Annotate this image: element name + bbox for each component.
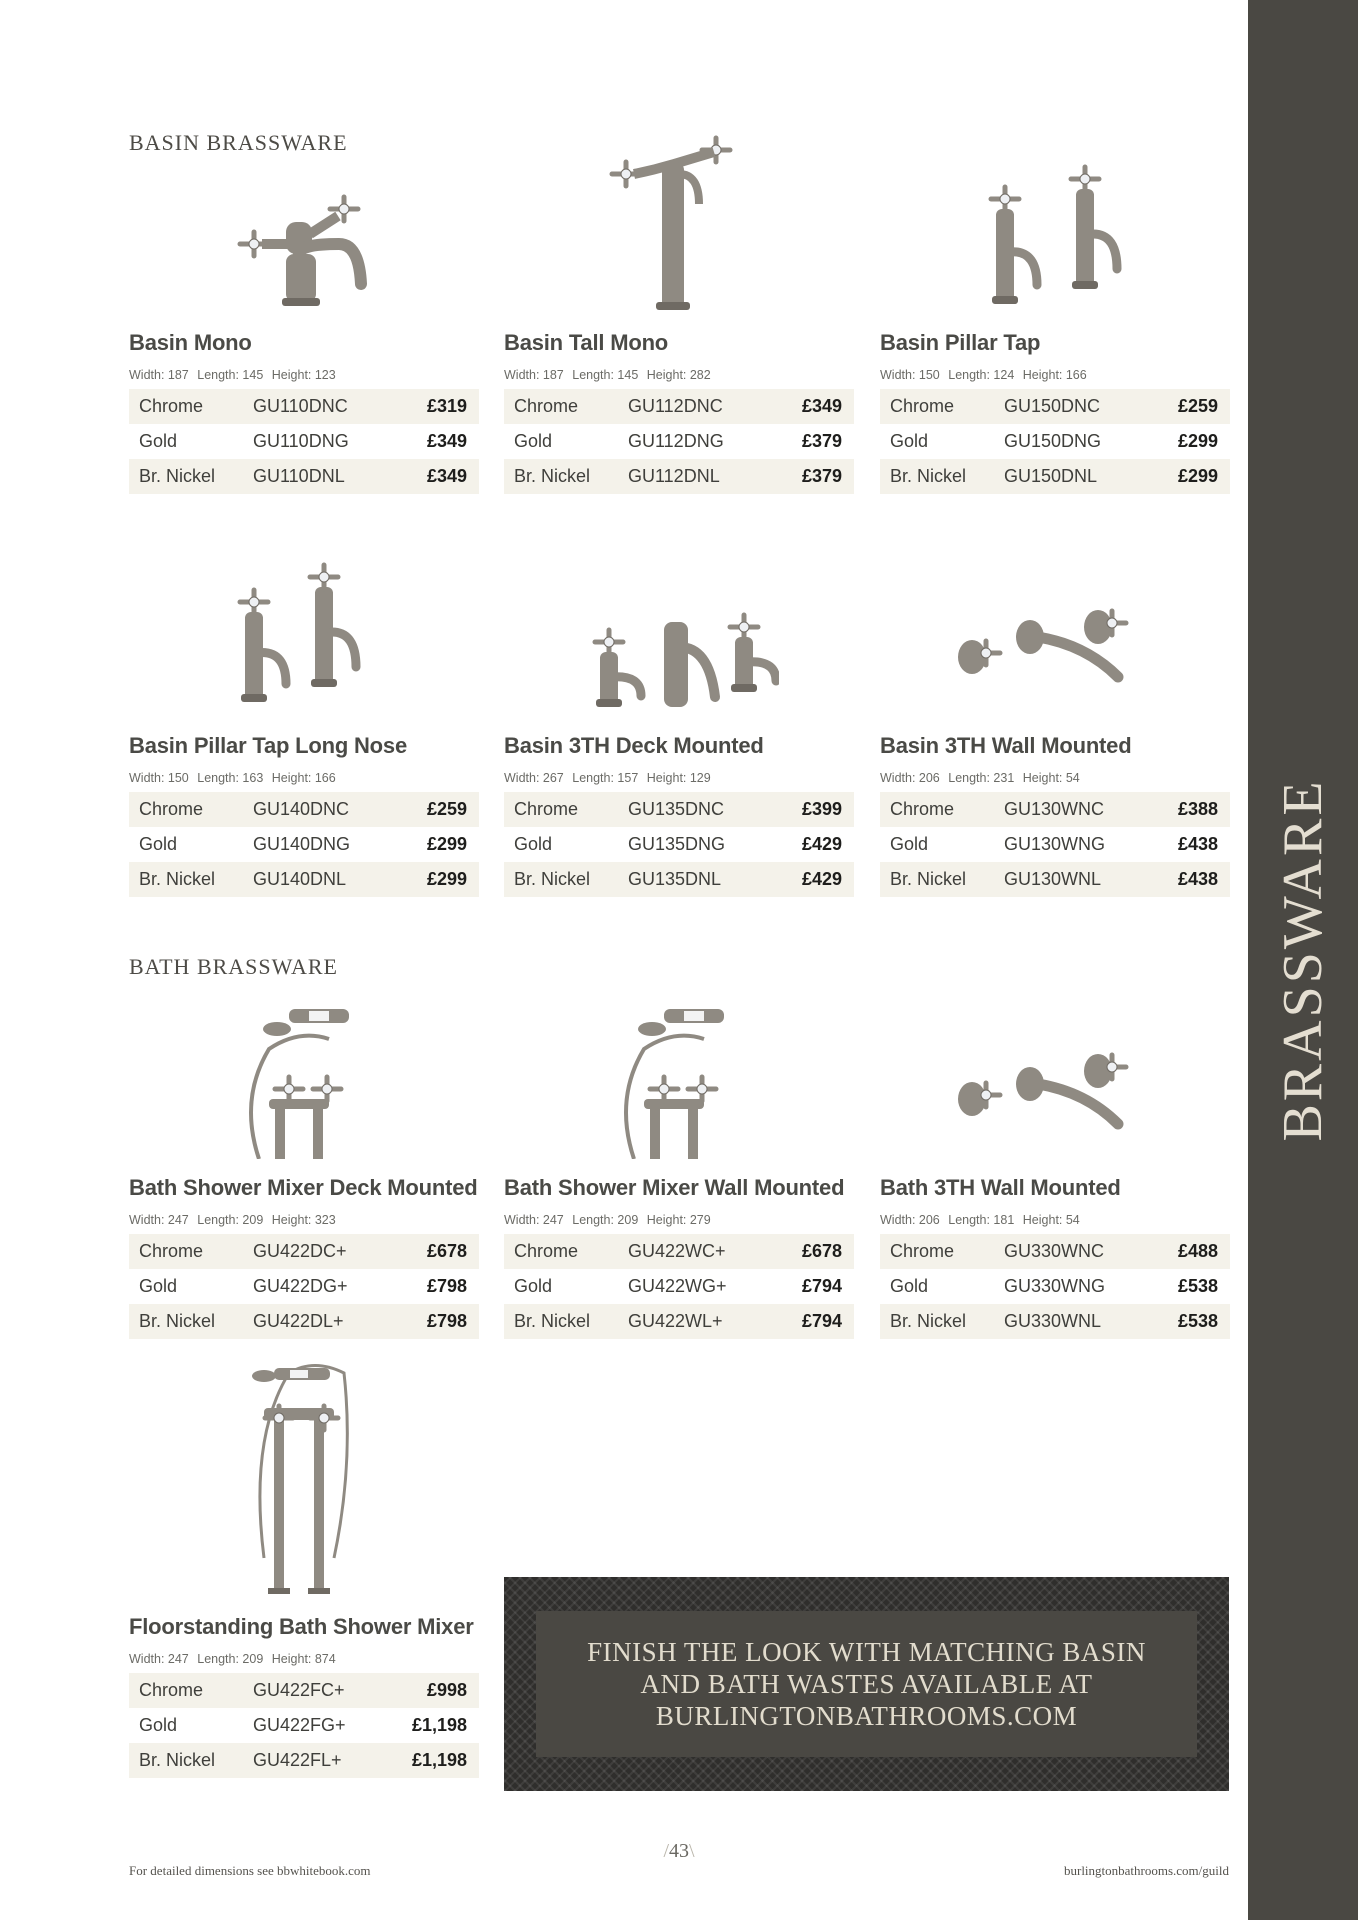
- variant-price: £794: [801, 1311, 842, 1331]
- variant-code: GU422FG+: [253, 1715, 346, 1735]
- variant-code: GU110DNC: [253, 396, 348, 416]
- variant-price: £379: [801, 466, 842, 486]
- dimension-height: Height: 282: [646, 368, 711, 382]
- product-card: [129, 1412, 479, 1778]
- section-heading-basin: BASIN BRASSWARE: [129, 130, 348, 155]
- variant-price: £299: [1177, 431, 1218, 451]
- product-name: Bath 3TH Wall Mounted: [880, 1175, 1121, 1200]
- variant-row: [880, 827, 1230, 862]
- variant-row: [504, 459, 854, 494]
- variant-price: £794: [801, 1276, 842, 1296]
- variant-code: GU330WNG: [1004, 1276, 1106, 1296]
- variant-row: [129, 1708, 479, 1743]
- variant-row: [504, 1234, 854, 1269]
- promo-banner: [504, 1577, 1229, 1791]
- variant-row: [129, 827, 479, 862]
- basin-pillar-tap-icon: [965, 154, 1145, 314]
- variant-table: [129, 1234, 479, 1339]
- dimension-length: Length: 181: [948, 1213, 1015, 1227]
- variant-code: GU422DC+: [253, 1241, 347, 1261]
- product-image: [504, 140, 854, 318]
- variant-code: GU110DNG: [253, 431, 349, 451]
- promo-panel: [536, 1611, 1197, 1757]
- product-image: [880, 140, 1230, 318]
- variant-code: GU150DNG: [1004, 431, 1102, 451]
- product-image: [504, 543, 854, 721]
- variant-finish: Br. Nickel: [514, 466, 591, 486]
- variant-code: GU150DNC: [1004, 396, 1101, 416]
- variant-price: £349: [426, 466, 467, 486]
- product-card: [880, 985, 1230, 1339]
- variant-row: [504, 389, 854, 424]
- variant-price: £998: [426, 1680, 467, 1700]
- dimension-width: Width: 187: [504, 368, 564, 382]
- promo-text: FINISH THE LOOK WITH MATCHING BASIN AND BATH WASTES AVAILABLE AT BURLINGTONBATHROOMS.COM: [587, 1637, 1146, 1731]
- variant-finish: Chrome: [139, 1241, 204, 1261]
- variant-finish: Gold: [139, 431, 178, 451]
- variant-price: £429: [801, 834, 842, 854]
- dimension-length: Length: 209: [572, 1213, 639, 1227]
- variant-finish: Gold: [890, 834, 929, 854]
- variant-price: £798: [426, 1276, 467, 1296]
- variant-code: GU422WC+: [628, 1241, 726, 1261]
- variant-finish: Chrome: [139, 1680, 204, 1700]
- variant-code: GU135DNG: [628, 834, 726, 854]
- product-card: [880, 140, 1230, 494]
- dimension-width: Width: 247: [504, 1213, 564, 1227]
- dimension-length: Length: 231: [948, 771, 1015, 785]
- footer-url: burlingtonbathrooms.com/guild: [1063, 1863, 1229, 1878]
- product-dimensions: [129, 771, 479, 787]
- variant-price: £319: [426, 396, 467, 416]
- dimension-length: Length: 209: [197, 1213, 264, 1227]
- product-name: Basin Pillar Tap Long Nose: [129, 733, 407, 758]
- variant-finish: Gold: [139, 1276, 178, 1296]
- floorstanding-bath-shower-mixer-icon: [244, 1358, 364, 1598]
- variant-table: [880, 792, 1230, 897]
- product-dimensions: [504, 368, 854, 384]
- dimension-height: Height: 54: [1022, 1213, 1080, 1227]
- variant-row: [129, 389, 479, 424]
- variant-code: GU135DNC: [628, 799, 725, 819]
- variant-finish: Br. Nickel: [890, 1311, 967, 1331]
- variant-price: £388: [1177, 799, 1218, 819]
- variant-code: GU130WNG: [1004, 834, 1106, 854]
- variant-price: £299: [426, 834, 467, 854]
- variant-row: [880, 1269, 1230, 1304]
- basin-tall-mono-icon: [604, 134, 754, 314]
- variant-row: [504, 1269, 854, 1304]
- variant-finish: Chrome: [139, 396, 204, 416]
- variant-price: £349: [426, 431, 467, 451]
- product-dimensions: [880, 771, 1230, 787]
- variant-finish: Chrome: [890, 396, 955, 416]
- product-name: Basin Tall Mono: [504, 330, 669, 355]
- variant-row: [504, 1304, 854, 1339]
- variant-code: GU422WG+: [628, 1276, 727, 1296]
- product-dimensions: [504, 771, 854, 787]
- product-image: [129, 543, 479, 721]
- product-name: Basin 3TH Wall Mounted: [880, 733, 1132, 758]
- product-card: [504, 985, 854, 1339]
- variant-price: £299: [426, 869, 467, 889]
- basin-3th-wall-mounted-icon: [950, 597, 1160, 717]
- product-card: [880, 543, 1230, 897]
- bath-shower-mixer-wall-icon: [594, 989, 764, 1159]
- basin-3th-deck-mounted-icon: [579, 577, 779, 717]
- variant-code: GU130WNL: [1004, 869, 1102, 889]
- variant-price: £1,198: [411, 1715, 467, 1735]
- variant-price: £678: [426, 1241, 467, 1261]
- variant-price: £798: [426, 1311, 467, 1331]
- dimension-width: Width: 267: [504, 771, 564, 785]
- dimension-length: Length: 145: [197, 368, 264, 382]
- variant-table: [504, 792, 854, 897]
- variant-row: [129, 792, 479, 827]
- dimension-width: Width: 247: [129, 1652, 189, 1666]
- basin-mono-icon: [214, 164, 394, 314]
- variant-finish: Chrome: [139, 799, 204, 819]
- variant-finish: Gold: [514, 431, 553, 451]
- product-name: Basin Pillar Tap: [880, 330, 1041, 355]
- dimension-width: Width: 206: [880, 771, 940, 785]
- variant-finish: Gold: [139, 1715, 178, 1735]
- variant-code: GU422DL+: [253, 1311, 344, 1331]
- variant-price: £379: [801, 431, 842, 451]
- variant-table: [129, 1673, 479, 1778]
- variant-row: [880, 389, 1230, 424]
- variant-finish: Chrome: [514, 396, 579, 416]
- product-dimensions: [880, 368, 1230, 384]
- variant-price: £259: [426, 799, 467, 819]
- variant-row: [880, 1234, 1230, 1269]
- variant-row: [880, 1304, 1230, 1339]
- variant-finish: Br. Nickel: [890, 869, 967, 889]
- variant-finish: Gold: [139, 834, 178, 854]
- variant-price: £438: [1177, 834, 1218, 854]
- variant-price: £429: [801, 869, 842, 889]
- variant-code: GU135DNL: [628, 869, 722, 889]
- variant-price: £259: [1177, 396, 1218, 416]
- dimension-height: Height: 279: [646, 1213, 711, 1227]
- product-card: [504, 543, 854, 897]
- variant-finish: Br. Nickel: [139, 869, 216, 889]
- variant-finish: Gold: [514, 834, 553, 854]
- variant-code: GU330WNL: [1004, 1311, 1102, 1331]
- variant-finish: Br. Nickel: [514, 869, 591, 889]
- variant-price: £399: [801, 799, 842, 819]
- variant-table: [880, 389, 1230, 494]
- variant-code: GU140DNG: [253, 834, 351, 854]
- variant-price: £538: [1177, 1311, 1218, 1331]
- variant-code: GU112DNG: [628, 431, 724, 451]
- product-image: [129, 140, 479, 318]
- product-image: [129, 985, 479, 1163]
- product-dimensions: [880, 1213, 1230, 1229]
- product-dimensions: [129, 368, 479, 384]
- dimension-width: Width: 187: [129, 368, 189, 382]
- product-card: [129, 543, 479, 897]
- variant-row: [880, 862, 1230, 897]
- variant-price: £538: [1177, 1276, 1218, 1296]
- product-image: [880, 985, 1230, 1163]
- product-name: Floorstanding Bath Shower Mixer: [129, 1614, 474, 1639]
- product-dimensions: [129, 1652, 479, 1668]
- variant-table: [129, 792, 479, 897]
- variant-price: £1,198: [411, 1750, 467, 1770]
- dimension-height: Height: 129: [646, 771, 711, 785]
- variant-finish: Br. Nickel: [514, 1311, 591, 1331]
- dimension-height: Height: 166: [271, 771, 336, 785]
- variant-price: £678: [801, 1241, 842, 1261]
- variant-finish: Chrome: [514, 799, 579, 819]
- dimension-length: Length: 145: [572, 368, 639, 382]
- dimension-height: Height: 166: [1022, 368, 1087, 382]
- dimension-length: Length: 163: [197, 771, 264, 785]
- basin-pillar-tap-long-nose-icon: [214, 557, 394, 717]
- variant-code: GU140DNL: [253, 869, 347, 889]
- variant-price: £299: [1177, 466, 1218, 486]
- dimension-width: Width: 247: [129, 1213, 189, 1227]
- variant-finish: Gold: [514, 1276, 553, 1296]
- dimension-height: Height: 874: [271, 1652, 336, 1666]
- bath-shower-mixer-deck-icon: [219, 989, 389, 1159]
- variant-row: [504, 792, 854, 827]
- dimension-length: Length: 157: [572, 771, 639, 785]
- variant-code: GU150DNL: [1004, 466, 1098, 486]
- variant-row: [129, 1304, 479, 1339]
- variant-finish: Br. Nickel: [139, 1311, 216, 1331]
- product-card: [504, 140, 854, 494]
- product-dimensions: [504, 1213, 854, 1229]
- variant-row: [880, 459, 1230, 494]
- page-number: /43\: [663, 1840, 695, 1862]
- variant-finish: Chrome: [514, 1241, 579, 1261]
- product-name: Bath Shower Mixer Wall Mounted: [504, 1175, 845, 1200]
- dimension-length: Length: 124: [948, 368, 1015, 382]
- dimension-height: Height: 323: [271, 1213, 336, 1227]
- product-name: Bath Shower Mixer Deck Mounted: [129, 1175, 478, 1200]
- variant-price: £488: [1177, 1241, 1218, 1261]
- variant-price: £349: [801, 396, 842, 416]
- variant-code: GU110DNL: [253, 466, 345, 486]
- variant-table: [504, 389, 854, 494]
- product-name: Basin Mono: [129, 330, 252, 355]
- variant-code: GU130WNC: [1004, 799, 1105, 819]
- dimension-width: Width: 206: [880, 1213, 940, 1227]
- variant-price: £438: [1177, 869, 1218, 889]
- variant-code: GU422WL+: [628, 1311, 723, 1331]
- variant-row: [504, 862, 854, 897]
- dimension-height: Height: 123: [271, 368, 336, 382]
- variant-code: GU112DNC: [628, 396, 723, 416]
- section-heading-bath: BATH BRASSWARE: [129, 954, 338, 979]
- variant-code: GU140DNC: [253, 799, 350, 819]
- variant-row: [129, 459, 479, 494]
- variant-finish: Br. Nickel: [139, 466, 216, 486]
- product-dimensions: [129, 1213, 479, 1229]
- variant-row: [129, 1269, 479, 1304]
- page-number-value: 43: [669, 1840, 689, 1862]
- variant-row: [129, 1234, 479, 1269]
- variant-finish: Gold: [890, 1276, 929, 1296]
- variant-row: [880, 424, 1230, 459]
- variant-code: GU422FC+: [253, 1680, 345, 1700]
- product-image: [129, 1412, 479, 1602]
- variant-row: [504, 827, 854, 862]
- product-card: [129, 985, 479, 1339]
- variant-row: [880, 792, 1230, 827]
- variant-table: [129, 389, 479, 494]
- footer-note: For detailed dimensions see bbwhitebook.com: [129, 1863, 371, 1878]
- variant-finish: Chrome: [890, 799, 955, 819]
- variant-row: [129, 862, 479, 897]
- dimension-width: Width: 150: [880, 368, 940, 382]
- variant-finish: Br. Nickel: [890, 466, 967, 486]
- variant-finish: Chrome: [890, 1241, 955, 1261]
- variant-row: [129, 424, 479, 459]
- sidebar-title: BRASSWARE: [1272, 778, 1334, 1142]
- product-name: Basin 3TH Deck Mounted: [504, 733, 764, 758]
- product-image: [880, 543, 1230, 721]
- bath-3th-wall-mounted-icon: [950, 1039, 1160, 1159]
- product-image: [504, 985, 854, 1163]
- variant-code: GU112DNL: [628, 466, 720, 486]
- dimension-height: Height: 54: [1022, 771, 1080, 785]
- variant-code: GU422DG+: [253, 1276, 348, 1296]
- variant-finish: Br. Nickel: [139, 1750, 216, 1770]
- dimension-width: Width: 150: [129, 771, 189, 785]
- variant-table: [880, 1234, 1230, 1339]
- variant-row: [129, 1673, 479, 1708]
- product-card: [129, 140, 479, 494]
- variant-finish: Gold: [890, 431, 929, 451]
- dimension-length: Length: 209: [197, 1652, 264, 1666]
- variant-code: GU422FL+: [253, 1750, 342, 1770]
- variant-row: [504, 424, 854, 459]
- variant-code: GU330WNC: [1004, 1241, 1105, 1261]
- variant-table: [504, 1234, 854, 1339]
- variant-row: [129, 1743, 479, 1778]
